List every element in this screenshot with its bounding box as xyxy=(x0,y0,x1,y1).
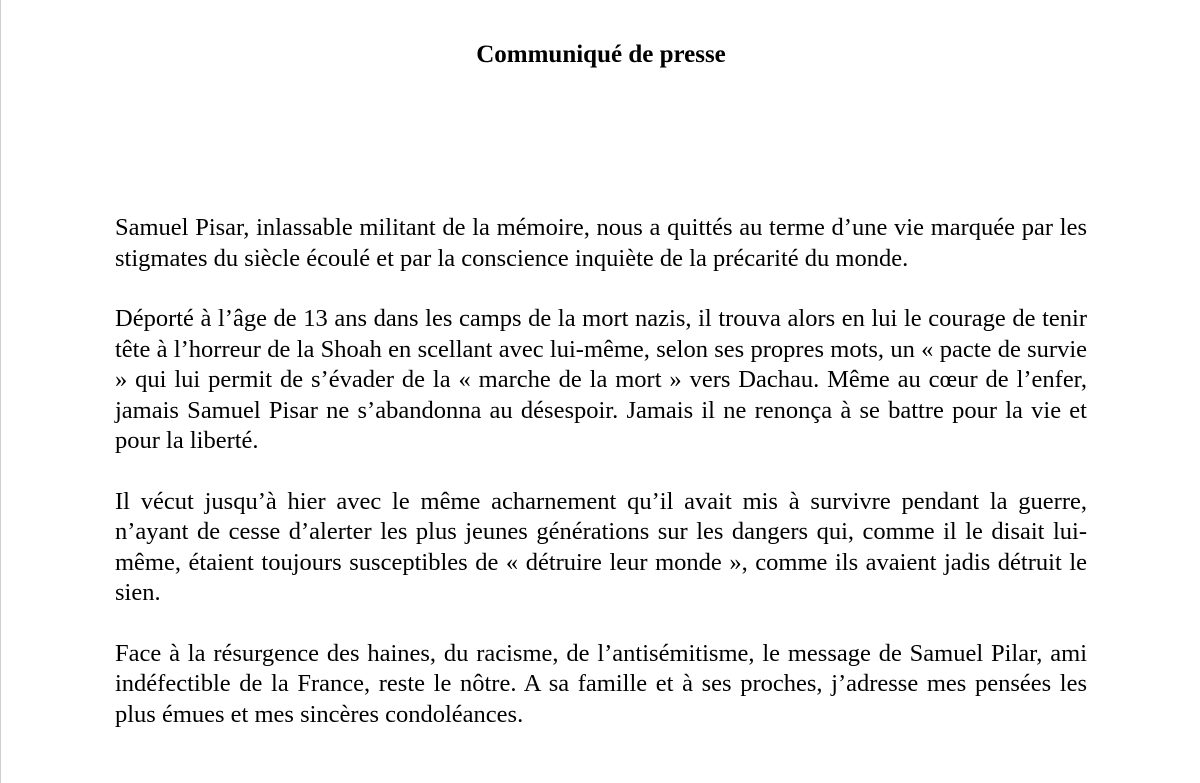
paragraph-condolences: Face à la résurgence des haines, du racisme, de l’antisémitisme, le message de Samuel Pilar, ami indéfectible de la France, reste le nôtre. A sa famille et à ses proches, j’adresse mes pensées les plus émues et mes sincères condoléances. xyxy=(115,639,1087,728)
paragraph-legacy: Il vécut jusqu’à hier avec le même acharnement qu’il avait mis à survivre pendant la guerre, n’ayant de cesse d’alerter les plus jeunes générations sur les dangers qui, comme il le disait lui-même, étaient toujours susceptibles de « détruire leur monde », comme ils avaient jadis détruit le sien. xyxy=(115,487,1087,606)
paragraph-tribute: Samuel Pisar, inlassable militant de la mémoire, nous a quittés au terme d’une vie marquée par les stigmates du siècle écoulé et par la conscience inquiète de la précarité du monde. xyxy=(115,214,1087,272)
document-body xyxy=(115,213,1087,760)
document-title: Communiqué de presse xyxy=(476,41,726,68)
paragraph-deportation: Déporté à l’âge de 13 ans dans les camps de la mort nazis, il trouva alors en lui le courage de tenir tête à l’horreur de la Shoah en scellant avec lui-même, selon ses propres mots, un « pacte de survie » qui lui permit de s’évader de la « marche de la mort » vers Dachau. Même au cœur de l’enfer, jamais Samuel Pisar ne s’abandonna au désespoir. Jamais il ne renonça à se battre pour la vie et pour la liberté. xyxy=(115,305,1087,454)
